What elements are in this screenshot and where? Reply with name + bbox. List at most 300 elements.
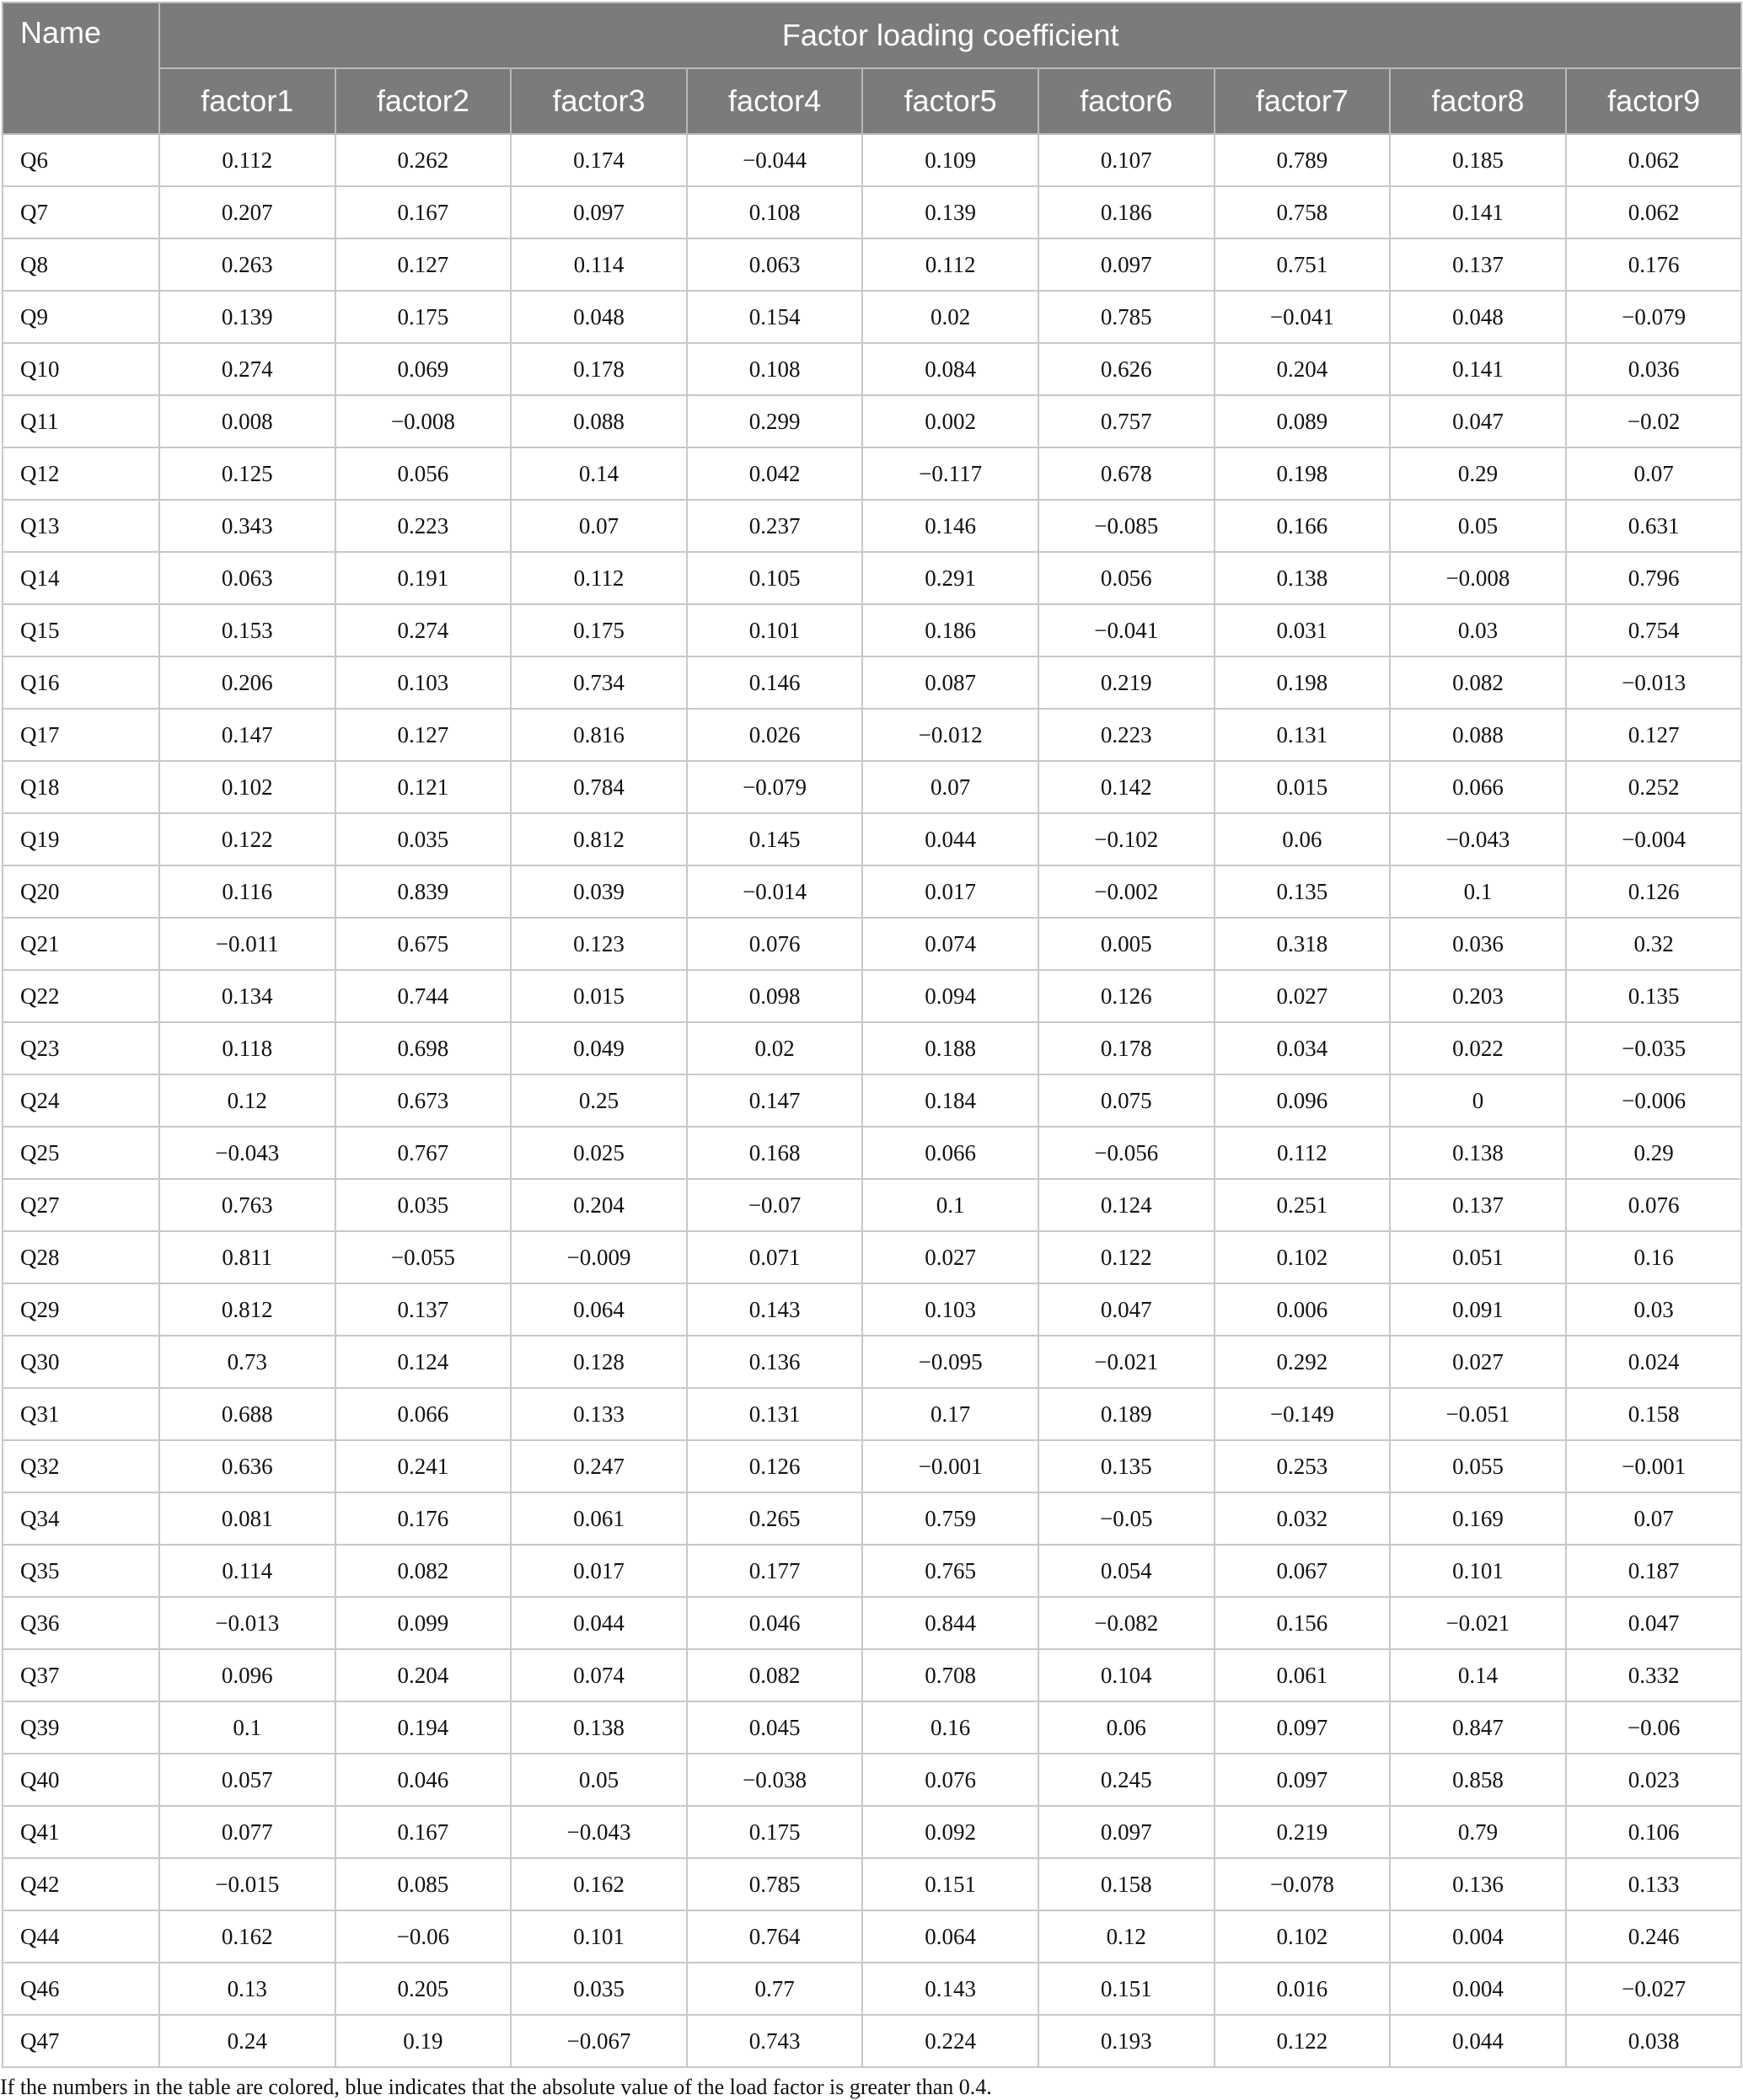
loading-value-cell: −0.149 <box>1215 1388 1391 1440</box>
item-name-cell: Q41 <box>3 1806 159 1858</box>
loading-value-cell: 0.101 <box>511 1910 687 1963</box>
table-row <box>3 1963 1741 2015</box>
loading-value-cell: 0.027 <box>862 1231 1038 1283</box>
loading-value-cell: 0.082 <box>687 1649 863 1701</box>
loading-value-cell: 0.143 <box>862 1963 1038 2015</box>
loading-value-cell: 0.123 <box>511 918 687 970</box>
loading-value-cell: 0.153 <box>159 604 335 656</box>
item-name-cell: Q42 <box>3 1858 159 1910</box>
loading-value-cell: 0.743 <box>687 2015 863 2067</box>
loading-value-cell: 0.112 <box>511 552 687 604</box>
item-name-cell: Q9 <box>3 291 159 343</box>
loading-value-cell: 0.263 <box>159 238 335 291</box>
table-row <box>3 1701 1741 1754</box>
loading-value-cell: 0.104 <box>1038 1649 1215 1701</box>
loading-value-cell: 0.005 <box>1038 918 1215 970</box>
loading-value-cell: 0.673 <box>335 1074 512 1127</box>
loading-value-cell: −0.009 <box>511 1231 687 1283</box>
loading-value-cell: 0.19 <box>335 2015 512 2067</box>
loading-value-cell: 0.121 <box>335 761 512 813</box>
loading-value-cell: 0.178 <box>1038 1022 1215 1074</box>
loading-value-cell: 0.744 <box>335 970 512 1022</box>
item-name-cell: Q18 <box>3 761 159 813</box>
table-row <box>3 1545 1741 1597</box>
loading-value-cell: 0.048 <box>511 291 687 343</box>
loading-value-cell: 0.246 <box>1566 1910 1742 1963</box>
loading-value-cell: 0.177 <box>687 1545 863 1597</box>
loading-value-cell: 0.044 <box>862 813 1038 865</box>
loading-value-cell: 0.158 <box>1566 1388 1742 1440</box>
loading-value-cell: 0.223 <box>1038 709 1215 761</box>
item-name-cell: Q14 <box>3 552 159 604</box>
loading-value-cell: −0.038 <box>687 1754 863 1806</box>
item-name-cell: Q22 <box>3 970 159 1022</box>
loading-value-cell: 0.24 <box>159 2015 335 2067</box>
table-footnote: If the numbers in the table are colored, blue indicates that the absolute value of the load factor is greater than 0.4. <box>0 2075 992 2099</box>
item-name-cell: Q31 <box>3 1388 159 1440</box>
loading-value-cell: 0.137 <box>1390 238 1566 291</box>
loading-value-cell: 0.168 <box>687 1127 863 1179</box>
loading-value-cell: 0.126 <box>687 1440 863 1492</box>
loading-value-cell: 0.143 <box>687 1283 863 1336</box>
loading-value-cell: 0.274 <box>335 604 512 656</box>
loading-value-cell: 0.141 <box>1390 186 1566 238</box>
loading-value-cell: 0.092 <box>862 1806 1038 1858</box>
loading-value-cell: 0.757 <box>1038 395 1215 447</box>
loading-value-cell: 0.1 <box>862 1179 1038 1231</box>
loading-value-cell: 0.056 <box>1038 552 1215 604</box>
item-name-cell: Q15 <box>3 604 159 656</box>
loading-value-cell: 0.251 <box>1215 1179 1391 1231</box>
loading-value-cell: 0.002 <box>862 395 1038 447</box>
loading-value-cell: 0.085 <box>335 1858 512 1910</box>
loading-value-cell: 0.187 <box>1566 1545 1742 1597</box>
loading-value-cell: 0.027 <box>1215 970 1391 1022</box>
loading-value-cell: 0.176 <box>1566 238 1742 291</box>
factor-column-header: factor7 <box>1215 68 1391 134</box>
loading-value-cell: 0.004 <box>1390 1963 1566 2015</box>
item-name-cell: Q8 <box>3 238 159 291</box>
loading-value-cell: 0.118 <box>159 1022 335 1074</box>
loading-value-cell: −0.117 <box>862 447 1038 500</box>
loading-value-cell: 0.137 <box>335 1283 512 1336</box>
loading-value-cell: 0.126 <box>1566 865 1742 918</box>
loading-value-cell: 0.122 <box>1215 2015 1391 2067</box>
loading-value-cell: 0.046 <box>335 1754 512 1806</box>
loading-value-cell: 0.097 <box>1215 1701 1391 1754</box>
loading-value-cell: 0.162 <box>511 1858 687 1910</box>
loading-value-cell: 0.098 <box>687 970 863 1022</box>
loading-value-cell: 0.626 <box>1038 343 1215 395</box>
loading-value-cell: −0.013 <box>159 1597 335 1649</box>
loading-value-cell: 0.207 <box>159 186 335 238</box>
loading-value-cell: 0.066 <box>335 1388 512 1440</box>
loading-value-cell: −0.079 <box>687 761 863 813</box>
loading-value-cell: 0.631 <box>1566 500 1742 552</box>
table-body <box>3 134 1741 2067</box>
item-name-cell: Q30 <box>3 1336 159 1388</box>
loading-value-cell: 0.089 <box>1215 395 1391 447</box>
loading-value-cell: 0.252 <box>1566 761 1742 813</box>
loading-value-cell: 0.203 <box>1390 970 1566 1022</box>
loading-value-cell: 0.186 <box>1038 186 1215 238</box>
loading-value-cell: 0.332 <box>1566 1649 1742 1701</box>
loading-value-cell: 0.015 <box>511 970 687 1022</box>
table-row <box>3 865 1741 918</box>
loading-value-cell: 0.061 <box>511 1492 687 1545</box>
loading-value-cell: −0.041 <box>1038 604 1215 656</box>
loading-value-cell: 0.754 <box>1566 604 1742 656</box>
loading-value-cell: −0.013 <box>1566 656 1742 709</box>
table-row <box>3 1074 1741 1127</box>
loading-value-cell: 0.048 <box>1390 291 1566 343</box>
loading-value-cell: 0.292 <box>1215 1336 1391 1388</box>
loading-value-cell: −0.027 <box>1566 1963 1742 2015</box>
loading-value-cell: 0.125 <box>159 447 335 500</box>
loading-value-cell: 0.056 <box>335 447 512 500</box>
loading-value-cell: −0.035 <box>1566 1022 1742 1074</box>
loading-value-cell: −0.06 <box>335 1910 512 1963</box>
loading-value-cell: 0.204 <box>335 1649 512 1701</box>
loading-value-cell: −0.008 <box>1390 552 1566 604</box>
loading-value-cell: 0.126 <box>1038 970 1215 1022</box>
loading-value-cell: 0.099 <box>335 1597 512 1649</box>
loading-value-cell: 0.137 <box>1390 1179 1566 1231</box>
loading-value-cell: 0.103 <box>335 656 512 709</box>
item-name-cell: Q16 <box>3 656 159 709</box>
loading-value-cell: 0.064 <box>862 1910 1038 1963</box>
item-name-cell: Q32 <box>3 1440 159 1492</box>
loading-value-cell: 0.14 <box>511 447 687 500</box>
loading-value-cell: 0.138 <box>1215 552 1391 604</box>
loading-value-cell: 0.17 <box>862 1388 1038 1440</box>
loading-value-cell: 0.135 <box>1566 970 1742 1022</box>
loading-value-cell: 0.066 <box>1390 761 1566 813</box>
loading-value-cell: 0.135 <box>1215 865 1391 918</box>
loading-value-cell: 0.045 <box>687 1701 863 1754</box>
loading-value-cell: 0.127 <box>335 709 512 761</box>
loading-value-cell: 0.29 <box>1390 447 1566 500</box>
loading-value-cell: 0.131 <box>687 1388 863 1440</box>
item-name-cell: Q13 <box>3 500 159 552</box>
loading-value-cell: 0.811 <box>159 1231 335 1283</box>
loading-value-cell: 0.076 <box>1566 1179 1742 1231</box>
loading-value-cell: 0.044 <box>1390 2015 1566 2067</box>
loading-value-cell: −0.05 <box>1038 1492 1215 1545</box>
table-row <box>3 1283 1741 1336</box>
loading-value-cell: 0.128 <box>511 1336 687 1388</box>
loading-value-cell: −0.095 <box>862 1336 1038 1388</box>
loading-value-cell: 0.112 <box>862 238 1038 291</box>
loading-value-cell: −0.067 <box>511 2015 687 2067</box>
table-row <box>3 1858 1741 1910</box>
loading-value-cell: 0.858 <box>1390 1754 1566 1806</box>
loading-value-cell: 0.189 <box>1038 1388 1215 1440</box>
loading-value-cell: 0.198 <box>1215 656 1391 709</box>
loading-value-cell: 0.205 <box>335 1963 512 2015</box>
loading-value-cell: 0.02 <box>687 1022 863 1074</box>
loading-value-cell: 0.184 <box>862 1074 1038 1127</box>
loading-value-cell: 0.047 <box>1390 395 1566 447</box>
loading-value-cell: 0.847 <box>1390 1701 1566 1754</box>
loading-value-cell: 0.147 <box>159 709 335 761</box>
loading-value-cell: 0.166 <box>1215 500 1391 552</box>
loading-value-cell: 0.178 <box>511 343 687 395</box>
loading-value-cell: 0.1 <box>1390 865 1566 918</box>
loading-value-cell: 0.047 <box>1566 1597 1742 1649</box>
table-row <box>3 2015 1741 2067</box>
loading-value-cell: 0.02 <box>862 291 1038 343</box>
loading-value-cell: 0.133 <box>511 1388 687 1440</box>
item-name-cell: Q39 <box>3 1701 159 1754</box>
loading-value-cell: 0.102 <box>1215 1910 1391 1963</box>
loading-value-cell: −0.056 <box>1038 1127 1215 1179</box>
loading-value-cell: 0.265 <box>687 1492 863 1545</box>
loading-value-cell: 0.077 <box>159 1806 335 1858</box>
loading-value-cell: 0.047 <box>1038 1283 1215 1336</box>
loading-value-cell: 0.066 <box>862 1127 1038 1179</box>
loading-value-cell: 0.812 <box>511 813 687 865</box>
loading-value-cell: 0.096 <box>159 1649 335 1701</box>
loading-value-cell: 0.767 <box>335 1127 512 1179</box>
loading-value-cell: 0.127 <box>335 238 512 291</box>
loading-value-cell: 0.142 <box>1038 761 1215 813</box>
loading-value-cell: 0.175 <box>687 1806 863 1858</box>
loading-value-cell: 0.219 <box>1215 1806 1391 1858</box>
loading-value-cell: 0.765 <box>862 1545 1038 1597</box>
loading-value-cell: −0.001 <box>862 1440 1038 1492</box>
loading-value-cell: 0.097 <box>1038 1806 1215 1858</box>
loading-value-cell: 0.763 <box>159 1179 335 1231</box>
table-row <box>3 343 1741 395</box>
loading-value-cell: −0.041 <box>1215 291 1391 343</box>
item-name-cell: Q28 <box>3 1231 159 1283</box>
loading-value-cell: 0.112 <box>1215 1127 1391 1179</box>
loading-value-cell: 0.274 <box>159 343 335 395</box>
loading-value-cell: 0.103 <box>862 1283 1038 1336</box>
loading-value-cell: 0.122 <box>1038 1231 1215 1283</box>
loading-value-cell: −0.02 <box>1566 395 1742 447</box>
item-name-cell: Q25 <box>3 1127 159 1179</box>
loading-value-cell: 0.114 <box>511 238 687 291</box>
loading-value-cell: 0.145 <box>687 813 863 865</box>
loading-value-cell: 0.108 <box>687 343 863 395</box>
loading-value-cell: 0.097 <box>1215 1754 1391 1806</box>
table-row <box>3 447 1741 500</box>
loading-value-cell: 0.698 <box>335 1022 512 1074</box>
loading-value-cell: 0.759 <box>862 1492 1038 1545</box>
loading-value-cell: −0.015 <box>159 1858 335 1910</box>
item-name-cell: Q24 <box>3 1074 159 1127</box>
loading-value-cell: 0.194 <box>335 1701 512 1754</box>
loading-value-cell: 0.175 <box>335 291 512 343</box>
table-row <box>3 1179 1741 1231</box>
item-name-cell: Q29 <box>3 1283 159 1336</box>
loading-value-cell: 0.062 <box>1566 186 1742 238</box>
loading-value-cell: 0.087 <box>862 656 1038 709</box>
loading-value-cell: 0.017 <box>862 865 1038 918</box>
table-row <box>3 1910 1741 1963</box>
loading-value-cell: 0.107 <box>1038 134 1215 186</box>
loading-value-cell: 0.32 <box>1566 918 1742 970</box>
item-name-cell: Q44 <box>3 1910 159 1963</box>
loading-value-cell: 0.16 <box>862 1701 1038 1754</box>
loading-value-cell: 0.141 <box>1390 343 1566 395</box>
loading-value-cell: 0.678 <box>1038 447 1215 500</box>
item-name-cell: Q23 <box>3 1022 159 1074</box>
loading-value-cell: 0.097 <box>1038 238 1215 291</box>
loading-value-cell: −0.043 <box>159 1127 335 1179</box>
loading-value-cell: 0.081 <box>159 1492 335 1545</box>
loading-value-cell: 0.206 <box>159 656 335 709</box>
loading-value-cell: 0.14 <box>1390 1649 1566 1701</box>
loading-value-cell: 0.133 <box>1566 1858 1742 1910</box>
loading-value-cell: 0.191 <box>335 552 512 604</box>
loading-value-cell: 0.25 <box>511 1074 687 1127</box>
loading-value-cell: 0.751 <box>1215 238 1391 291</box>
table-row <box>3 134 1741 186</box>
item-name-cell: Q35 <box>3 1545 159 1597</box>
loading-value-cell: 0.044 <box>511 1597 687 1649</box>
item-name-cell: Q36 <box>3 1597 159 1649</box>
loading-value-cell: 0.023 <box>1566 1754 1742 1806</box>
loading-value-cell: 0.07 <box>511 500 687 552</box>
loading-value-cell: 0.204 <box>511 1179 687 1231</box>
loading-value-cell: 0.057 <box>159 1754 335 1806</box>
loading-value-cell: −0.102 <box>1038 813 1215 865</box>
loading-value-cell: −0.011 <box>159 918 335 970</box>
loading-value-cell: 0.73 <box>159 1336 335 1388</box>
item-name-cell: Q17 <box>3 709 159 761</box>
loading-value-cell: 0.006 <box>1215 1283 1391 1336</box>
loading-value-cell: −0.044 <box>687 134 863 186</box>
loading-value-cell: 0.032 <box>1215 1492 1391 1545</box>
loading-value-cell: −0.021 <box>1390 1597 1566 1649</box>
factor-column-header: factor8 <box>1390 68 1566 134</box>
loading-value-cell: 0.175 <box>511 604 687 656</box>
loading-value-cell: 0.789 <box>1215 134 1391 186</box>
table-row <box>3 552 1741 604</box>
loading-value-cell: 0.102 <box>159 761 335 813</box>
loading-value-cell: 0.122 <box>159 813 335 865</box>
loading-value-cell: 0.247 <box>511 1440 687 1492</box>
loading-value-cell: 0.105 <box>687 552 863 604</box>
loading-value-cell: 0.124 <box>1038 1179 1215 1231</box>
loading-value-cell: 0.245 <box>1038 1754 1215 1806</box>
loading-value-cell: 0.253 <box>1215 1440 1391 1492</box>
loading-value-cell: 0.784 <box>511 761 687 813</box>
loading-value-cell: 0.05 <box>1390 500 1566 552</box>
loading-value-cell: −0.006 <box>1566 1074 1742 1127</box>
loading-value-cell: 0.13 <box>159 1963 335 2015</box>
loading-value-cell: 0.075 <box>1038 1074 1215 1127</box>
table-row <box>3 1806 1741 1858</box>
loading-value-cell: 0.046 <box>687 1597 863 1649</box>
loading-value-cell: 0.136 <box>687 1336 863 1388</box>
loading-value-cell: 0.146 <box>687 656 863 709</box>
loading-value-cell: 0.024 <box>1566 1336 1742 1388</box>
loading-value-cell: −0.055 <box>335 1231 512 1283</box>
loading-value-cell: 0.07 <box>1566 1492 1742 1545</box>
table-row <box>3 918 1741 970</box>
loading-value-cell: 0.758 <box>1215 186 1391 238</box>
loading-value-cell: −0.014 <box>687 865 863 918</box>
loading-value-cell: −0.085 <box>1038 500 1215 552</box>
loading-value-cell: 0.094 <box>862 970 1038 1022</box>
table-row <box>3 1754 1741 1806</box>
item-name-cell: Q40 <box>3 1754 159 1806</box>
loading-value-cell: 0.096 <box>1215 1074 1391 1127</box>
loading-value-cell: 0.816 <box>511 709 687 761</box>
item-name-cell: Q20 <box>3 865 159 918</box>
loading-value-cell: 0.063 <box>687 238 863 291</box>
loading-value-cell: 0.036 <box>1390 918 1566 970</box>
loading-value-cell: 0.042 <box>687 447 863 500</box>
item-name-cell: Q34 <box>3 1492 159 1545</box>
loading-value-cell: 0.025 <box>511 1127 687 1179</box>
loading-value-cell: 0.839 <box>335 865 512 918</box>
item-name-cell: Q6 <box>3 134 159 186</box>
loading-value-cell: 0.03 <box>1566 1283 1742 1336</box>
loading-value-cell: 0.062 <box>1566 134 1742 186</box>
loading-value-cell: 0.176 <box>335 1492 512 1545</box>
loading-value-cell: 0.082 <box>335 1545 512 1597</box>
loading-value-cell: 0.162 <box>159 1910 335 1963</box>
table-row <box>3 761 1741 813</box>
loading-value-cell: 0.101 <box>687 604 863 656</box>
loading-value-cell: 0.055 <box>1390 1440 1566 1492</box>
loading-value-cell: 0.12 <box>1038 1910 1215 1963</box>
loading-value-cell: 0.054 <box>1038 1545 1215 1597</box>
loading-value-cell: 0.219 <box>1038 656 1215 709</box>
loading-value-cell: 0.027 <box>1390 1336 1566 1388</box>
loading-value-cell: 0.07 <box>1566 447 1742 500</box>
loading-value-cell: 0.131 <box>1215 709 1391 761</box>
item-name-cell: Q11 <box>3 395 159 447</box>
loading-value-cell: 0.097 <box>511 186 687 238</box>
item-name-cell: Q47 <box>3 2015 159 2067</box>
table-row <box>3 1336 1741 1388</box>
loading-value-cell: −0.082 <box>1038 1597 1215 1649</box>
table-header <box>3 3 1741 134</box>
table-row <box>3 709 1741 761</box>
loading-value-cell: 0.139 <box>159 291 335 343</box>
item-name-cell: Q27 <box>3 1179 159 1231</box>
loading-value-cell: 0.076 <box>862 1754 1038 1806</box>
loading-value-cell: 0.167 <box>335 1806 512 1858</box>
loading-value-cell: 0.675 <box>335 918 512 970</box>
loading-value-cell: −0.004 <box>1566 813 1742 865</box>
loading-value-cell: 0.154 <box>687 291 863 343</box>
factor-column-header: factor5 <box>862 68 1038 134</box>
loading-value-cell: 0.108 <box>687 186 863 238</box>
loading-value-cell: 0.069 <box>335 343 512 395</box>
factor-column-header: factor4 <box>687 68 863 134</box>
table-row <box>3 1440 1741 1492</box>
table-row <box>3 1231 1741 1283</box>
loading-value-cell: 0.12 <box>159 1074 335 1127</box>
loading-value-cell: 0.204 <box>1215 343 1391 395</box>
loading-value-cell: 0.038 <box>1566 2015 1742 2067</box>
loading-value-cell: 0 <box>1390 1074 1566 1127</box>
loading-value-cell: 0.026 <box>687 709 863 761</box>
item-name-cell: Q21 <box>3 918 159 970</box>
factor-header-row <box>3 68 1741 134</box>
loading-value-cell: 0.158 <box>1038 1858 1215 1910</box>
loading-value-cell: −0.06 <box>1566 1701 1742 1754</box>
loading-value-cell: 0.064 <box>511 1283 687 1336</box>
table-row <box>3 1649 1741 1701</box>
